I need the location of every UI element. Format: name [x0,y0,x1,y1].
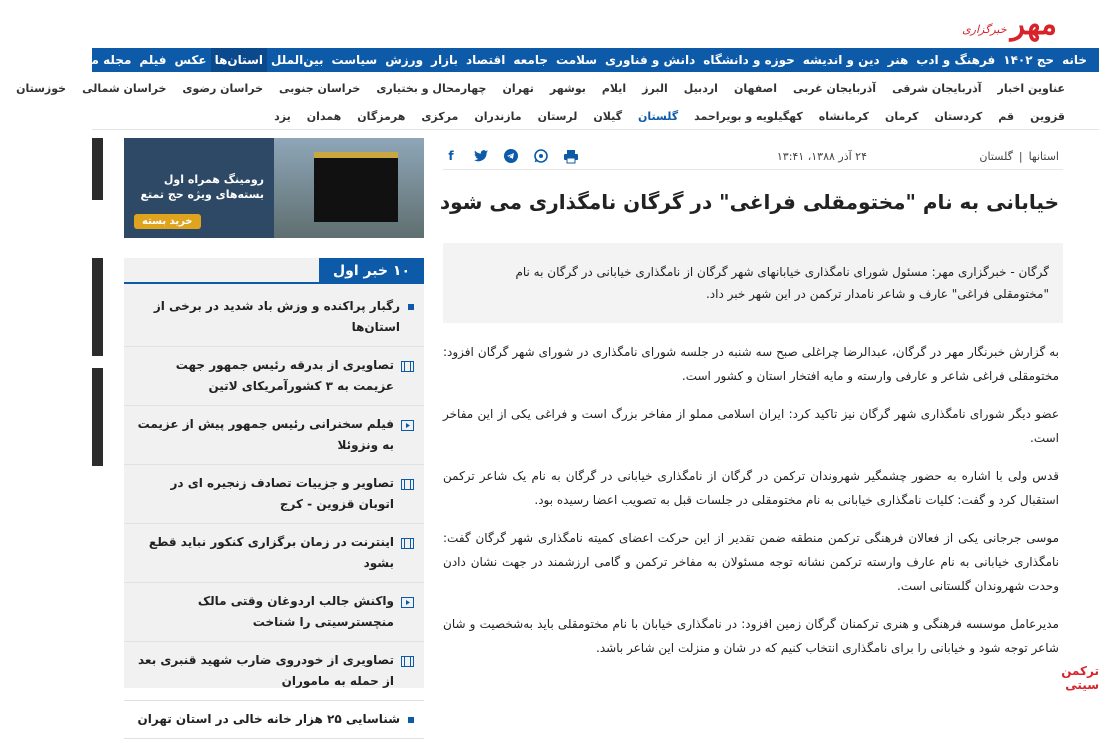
print-icon[interactable] [563,148,579,164]
top-news-text: تصاویری از خودروی ضارب شهید قنبری بعد از حمله به ماموران [138,653,394,688]
site-logo[interactable] [962,4,1057,44]
nav-item[interactable]: اقتصاد [466,53,506,67]
province-link[interactable]: خراسان جنوبی [279,81,361,95]
top-news-item[interactable] [124,642,424,701]
top-news-text: واکنش جالب اردوغان وقتی مالک منچسترسیتی را شناخت [197,594,394,629]
top-news-box [124,258,424,726]
article-lead: گرگان - خبرگزاری مهر: مسئول شورای نامگذاری خیابانهای شهر گرگان از نامگذاری خیابانی در گرگان به نام "مختومقلی فراغی" عارف و شاعر نامدار ترکمن در این شهر خبر داد. [443,243,1063,323]
province-link[interactable]: لرستان [537,109,578,123]
share-bar [443,148,579,164]
nav-item[interactable]: دین و اندیشه [802,53,880,67]
top-news-title: ۱۰ خبر اول [319,258,424,284]
top-news-item[interactable] [124,406,424,465]
facebook-icon[interactable]: f [448,149,454,163]
province-link[interactable]: خوزستان [16,81,67,95]
main-nav [76,48,1099,72]
nav-item[interactable]: استان‌ها [211,48,267,72]
top-news-list [124,288,424,739]
province-link[interactable]: کرمان [884,109,919,123]
nav-item[interactable]: دانش و فناوری [605,53,696,67]
article [439,130,1063,688]
nav-item[interactable]: حج ۱۴۰۲ [1003,53,1055,67]
advertisement-banner[interactable] [124,138,424,238]
province-link[interactable]: البرز [642,81,668,95]
province-link[interactable]: چهارمحال و بختیاری [376,81,487,95]
province-link[interactable]: مرکزی [421,109,459,123]
top-news-item[interactable] [124,701,424,739]
province-link[interactable]: عناوین اخبار [997,81,1065,95]
edge-ad-strip[interactable] [92,368,103,466]
article-meta [443,146,1063,170]
nav-item[interactable]: سیاست [331,53,378,67]
top-news-item[interactable] [124,347,424,406]
province-row-2 [92,102,1065,130]
sidebar [124,130,424,726]
province-link[interactable]: همدان [306,109,342,123]
article-headline: خیابانی به نام "مختومقلی فراغی" در گرگان نامگذاری می شود [439,190,1059,214]
video-icon [400,595,414,616]
photo-icon [400,477,414,498]
video-icon [400,418,414,439]
edge-ad-strip[interactable] [92,138,103,200]
article-date: ۲۴ آذر ۱۳۸۸، ۱۳:۴۱ [776,150,867,163]
article-paragraph: عضو دیگر شورای نامگذاری شهر گرگان نیز تاکید کرد: ایران اسلامی مملو از مفاخر بزرگ است و فراغی یکی از این مفاخر است. [443,407,1059,445]
top-news-text: شناسایی ۲۵ هزار خانه خالی در استان تهران [137,712,400,726]
nav-item[interactable]: ورزش [385,53,424,67]
photo-icon [400,654,414,675]
province-link[interactable]: خراسان شمالی [82,81,167,95]
logo-bar [92,0,1099,48]
watermark-logo: ترکمن سیتی [1061,664,1099,692]
top-news-text: فیلم سخنرانی رئیس جمهور پیش از عزیمت به ونزوئلا [137,417,394,452]
telegram-icon[interactable] [503,148,519,164]
kaaba-image [314,152,398,222]
ad-text-panel [124,138,274,238]
article-paragraph: مدیرعامل موسسه فرهنگی و هنری ترکمنان گرگان زمین افزود: در نامگذاری خیابان با نام مختومقلی باید به‌شخصیت و شان شاعر توجه شود و خیابانی را برای نامگذاری انتخاب کنیم که در شان و منزلت این شاعر باشد. [443,617,1059,655]
top-news-text: رگبار پراکنده و وزش باد شدید در برخی از استان‌ها [153,299,400,334]
article-paragraph: موسی جرجانی یکی از فعالان فرهنگی ترکمن منطقه ضمن تقدیر از این حرکت اعضای کمیته نامگذاری شهر گرگان گفت: نامگذاری خیابانی به نام عارف وارسته ترکمن نشانه توجه مسئولان به مفاخر ترکمن و گامی ارزشمند در جهت نشان دادن وحدت شهروندان گلستانی است. [443,531,1059,593]
nav-item[interactable]: بازار [431,53,458,67]
nav-item[interactable]: فرهنگ و ادب [916,53,996,67]
province-link[interactable]: آذربایجان شرقی [892,81,982,95]
whatsapp-icon[interactable] [533,148,549,164]
logo-main-text: مهر [1010,6,1057,42]
province-link[interactable]: ایلام [601,81,627,95]
nav-item[interactable]: بین‌الملل [271,53,324,67]
province-link[interactable]: کهگیلویه و بویراحمد [694,109,803,123]
province-link[interactable]: یزد [274,109,291,123]
breadcrumb-separator: | [1018,150,1023,163]
province-link[interactable]: گلستان [638,109,679,123]
logo-sub-text: خبرگزاری [962,22,1007,36]
province-link[interactable]: اصفهان [733,81,778,95]
breadcrumb [979,150,1059,163]
ad-title-line: رومینگ همراه اول [163,173,264,186]
top-news-text: تصاویر و جزییات تصادف زنجیره ای در اتوبان قزوین - کرج [170,476,394,511]
province-link[interactable]: کرمانشاه [818,109,869,123]
province-nav [16,72,1099,130]
top-news-item[interactable] [124,465,424,524]
province-link[interactable]: قم [998,109,1015,123]
province-link[interactable]: کردستان [934,109,983,123]
ad-title-line: بسته‌های ویژه حج تمتع [140,188,264,201]
top-news-header [124,258,424,284]
top-news-item[interactable] [124,524,424,583]
nav-item[interactable]: هنر [887,53,909,67]
province-link[interactable]: قزوین [1030,109,1065,123]
article-body [443,340,1063,674]
province-link[interactable]: آذربایجان غربی [793,81,877,95]
nav-item[interactable]: عکس [174,53,207,67]
province-link[interactable]: هرمزگان [357,109,406,123]
breadcrumb-item[interactable]: گلستان [979,150,1013,163]
province-link[interactable]: اردبیل [683,81,718,95]
province-link[interactable]: بوشهر [549,81,586,95]
top-news-item[interactable] [124,583,424,642]
province-link[interactable]: مازندران [474,109,522,123]
nav-item[interactable]: حوزه و دانشگاه [703,53,795,67]
bullet-icon [408,304,414,310]
nav-item[interactable]: مجله مهر [76,53,132,67]
top-news-text: اینترنت در زمان برگزاری کنکور نباید قطع بشود [148,535,394,570]
top-news-text: تصاویری از بدرقه رئیس جمهور جهت عزیمت به ۳ کشورآمریکای لاتین [175,358,394,393]
province-link[interactable]: گیلان [593,109,623,123]
edge-ad-strip[interactable] [92,258,103,356]
breadcrumb-item[interactable]: استانها [1028,150,1059,163]
photo-icon [400,359,414,380]
ad-title [134,172,264,202]
nav-item[interactable]: جامعه [513,53,548,67]
bullet-icon [408,717,414,723]
article-paragraph: قدس ولی با اشاره به حضور چشمگیر شهروندان ترکمن در گرگان از نامگذاری خیابانی در گرگان به نام یک شاعر ترکمن استقبال کرد و گفت: کلیات نامگذاری خیابانی به نام مختومقلی در جلسات قبل به تصویب اعضا رسیده بود. [443,469,1059,507]
province-row-1 [16,74,1065,102]
province-link[interactable]: خراسان رضوی [182,81,264,95]
photo-icon [400,536,414,557]
province-link[interactable]: تهران [502,81,534,95]
nav-item[interactable]: فیلم [139,53,167,67]
twitter-icon[interactable] [473,148,489,164]
nav-item[interactable]: سلامت [556,53,598,67]
article-paragraph: به گزارش خبرنگار مهر در گرگان، عبدالرضا چراغلی صبح سه شنبه در جلسه شورای نامگذاری در شورای شهر گرگان افزود: مختومقلی فراغی شاعر و عارفی وارسته و مایه افتخار استان و کشور است. [443,345,1059,383]
ad-buy-button[interactable]: خرید بسته [134,214,201,229]
nav-item[interactable]: خانه [1062,53,1087,67]
top-news-item[interactable] [124,288,424,347]
